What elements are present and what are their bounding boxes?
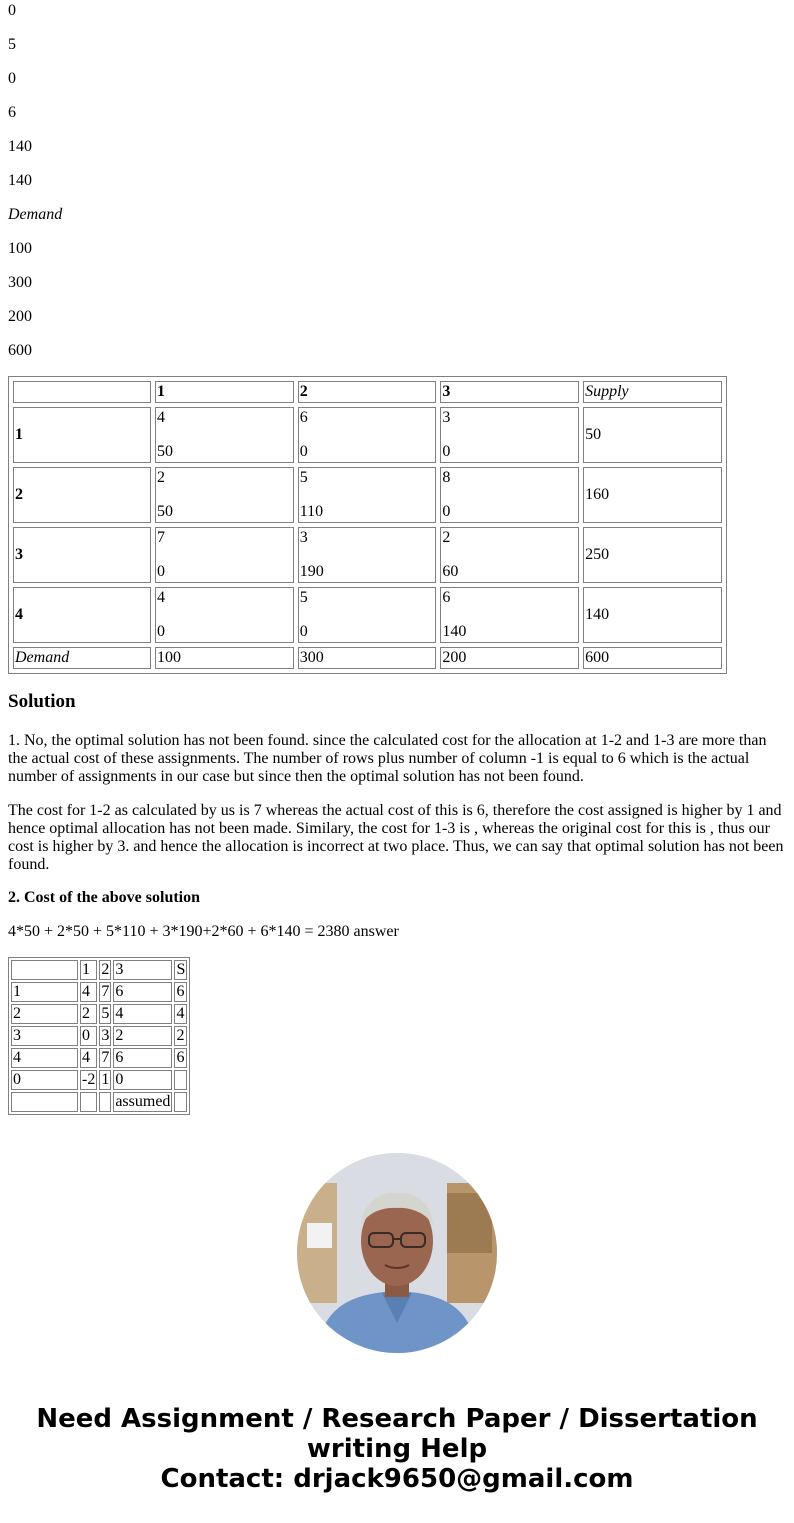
cost-value: 3: [299, 529, 308, 546]
uv-table: [8, 957, 190, 1115]
table-cell: 4: [80, 1048, 97, 1068]
alloc-value: 50: [157, 503, 174, 520]
table-cell: 4: [113, 1004, 172, 1024]
row-label: 2: [13, 467, 151, 523]
solution-heading: Solution: [8, 691, 76, 712]
header-cell: 1: [155, 381, 294, 403]
table-cell: [298, 587, 437, 643]
table-cell: [80, 1092, 97, 1112]
table-row: [11, 982, 187, 1002]
row-label: 4: [13, 587, 151, 643]
cta-line: writing Help: [306, 1434, 488, 1464]
table-cell: 2: [80, 1004, 97, 1024]
cost-value: 2: [157, 469, 166, 486]
cost-value: 4: [157, 409, 166, 426]
table-footer-row: [13, 647, 722, 669]
table-cell: [298, 467, 437, 523]
table-cell: [174, 1070, 187, 1090]
cost-formula: 4*50 + 2*50 + 5*110 + 3*190+2*60 + 6*140 = 2380 answer: [8, 923, 399, 940]
table-cell: 4: [11, 1048, 78, 1068]
top-line: 0: [8, 70, 16, 87]
cost-value: 7: [157, 529, 166, 546]
table-cell: 4: [80, 982, 97, 1002]
cost-value: 2: [442, 529, 451, 546]
table-cell: 6: [174, 1048, 187, 1068]
table-row: [13, 467, 722, 523]
portrait-image: [297, 1153, 497, 1353]
table-cell: 2: [113, 1026, 172, 1046]
table-cell: [174, 1092, 187, 1112]
top-line: 100: [8, 240, 32, 257]
alloc-value: 0: [299, 623, 308, 640]
alloc-value: 60: [442, 563, 459, 580]
table-cell: [11, 960, 78, 980]
alloc-value: 140: [442, 623, 467, 640]
top-line: 200: [8, 308, 32, 325]
table-cell: [11, 1092, 78, 1112]
footer-cell: 300: [298, 647, 437, 669]
footer-cell: Demand: [13, 647, 151, 669]
table-cell: 2: [11, 1004, 78, 1024]
table-cell: [155, 587, 294, 643]
table-cell: 0: [11, 1070, 78, 1090]
table-cell: 7: [101, 1049, 110, 1066]
table-row: [11, 1048, 187, 1068]
table-row: [13, 407, 722, 463]
cost-value: 5: [299, 589, 308, 606]
top-line: 5: [8, 36, 16, 53]
cost-value: 8: [442, 469, 451, 486]
supply-cell: 50: [583, 407, 722, 463]
supply-cell: 140: [583, 587, 722, 643]
top-line: 6: [8, 104, 16, 121]
header-cell: Supply: [583, 381, 722, 403]
table-row: [13, 527, 722, 583]
table-cell: [155, 527, 294, 583]
solution-paragraph-2: The cost for 1-2 as calculated by us is 7 whereas the actual cost of this is 6, therefore the cost assigned is higher by 1 and hence optimal allocation has not been made. Similary, the cost for 1-3 is , whereas the original cost for this is , thus our cost is higher by 3. and hence the allocation is incorrect at two place. Thus, we can say that optimal solution has not been found.: [8, 802, 784, 873]
table-cell: 5: [101, 1005, 110, 1022]
table-row: [11, 1026, 187, 1046]
top-line: 140: [8, 172, 32, 189]
table-cell: 3: [113, 960, 172, 980]
table-header-row: [13, 381, 722, 403]
alloc-value: 0: [157, 563, 166, 580]
table-cell: [99, 1092, 111, 1112]
header-cell: [13, 381, 151, 403]
alloc-value: 190: [299, 563, 324, 580]
footer-cell: 200: [440, 647, 579, 669]
table-cell: S: [176, 961, 186, 978]
cost-value: 5: [299, 469, 308, 486]
supply-cell: 160: [583, 467, 722, 523]
cost-value: 4: [157, 589, 166, 606]
solution-paragraph-1: 1. No, the optimal solution has not been found. since the calculated cost for the allocation at 1-2 and 1-3 are more than the actual cost of these assignments. The number of rows plus number of column -1 is equal to 6 which is the actual number of assignments in our case but since then the optimal solution has not been found.: [8, 732, 767, 785]
alloc-value: 0: [442, 443, 451, 460]
top-line: 300: [8, 274, 32, 291]
table-cell: 6: [113, 982, 172, 1002]
cost-value: 3: [442, 409, 451, 426]
cost-value: 6: [299, 409, 308, 426]
table-row: [11, 960, 187, 980]
cta-line: Need Assignment / Research Paper / Dissertation: [36, 1404, 758, 1434]
contact-email[interactable]: Contact: drjack9650@gmail.com: [160, 1464, 634, 1494]
table-cell: [155, 467, 294, 523]
table-cell: 0: [113, 1070, 172, 1090]
alloc-value: 0: [299, 443, 308, 460]
contact-banner: [0, 1404, 794, 1494]
header-cell: 3: [440, 381, 579, 403]
table-cell: 6: [113, 1048, 172, 1068]
table-cell: 2: [101, 961, 110, 978]
table-cell: 1: [11, 982, 78, 1002]
author-photo: [297, 1153, 497, 1353]
top-line: 140: [8, 138, 32, 155]
table-row: [11, 1092, 187, 1112]
top-line: Demand: [8, 206, 63, 223]
table-cell: 7: [101, 983, 110, 1000]
row-label: 1: [13, 407, 151, 463]
table-cell: [155, 407, 294, 463]
table-cell: assumed: [115, 1093, 171, 1110]
top-line: 0: [8, 2, 16, 19]
table-cell: [298, 407, 437, 463]
alloc-value: 110: [299, 503, 324, 520]
table-cell: [298, 527, 437, 583]
table-cell: 1: [80, 960, 97, 980]
cost-value: 6: [442, 589, 451, 606]
alloc-value: 0: [157, 623, 166, 640]
table-cell: 4: [174, 1004, 187, 1024]
table-cell: [440, 527, 579, 583]
footer-cell: 600: [583, 647, 722, 669]
row-label: 3: [13, 527, 151, 583]
table-row: [13, 587, 722, 643]
table-row: [11, 1070, 187, 1090]
table-cell: [440, 587, 579, 643]
top-line: 600: [8, 342, 32, 359]
cost-heading: 2. Cost of the above solution: [8, 889, 201, 906]
table-cell: -2: [82, 1071, 96, 1088]
table-cell: 0: [80, 1026, 97, 1046]
table-cell: 3: [101, 1027, 110, 1044]
transportation-table: [8, 376, 727, 674]
table-cell: 6: [174, 982, 187, 1002]
table-cell: 1: [101, 1071, 110, 1088]
table-cell: [440, 467, 579, 523]
supply-cell: 250: [583, 527, 722, 583]
header-cell: 2: [298, 381, 437, 403]
table-cell: [440, 407, 579, 463]
alloc-value: 50: [157, 443, 174, 460]
table-row: [11, 1004, 187, 1024]
alloc-value: 0: [442, 503, 451, 520]
footer-cell: 100: [155, 647, 294, 669]
table-cell: 2: [174, 1026, 187, 1046]
table-cell: 3: [11, 1026, 78, 1046]
